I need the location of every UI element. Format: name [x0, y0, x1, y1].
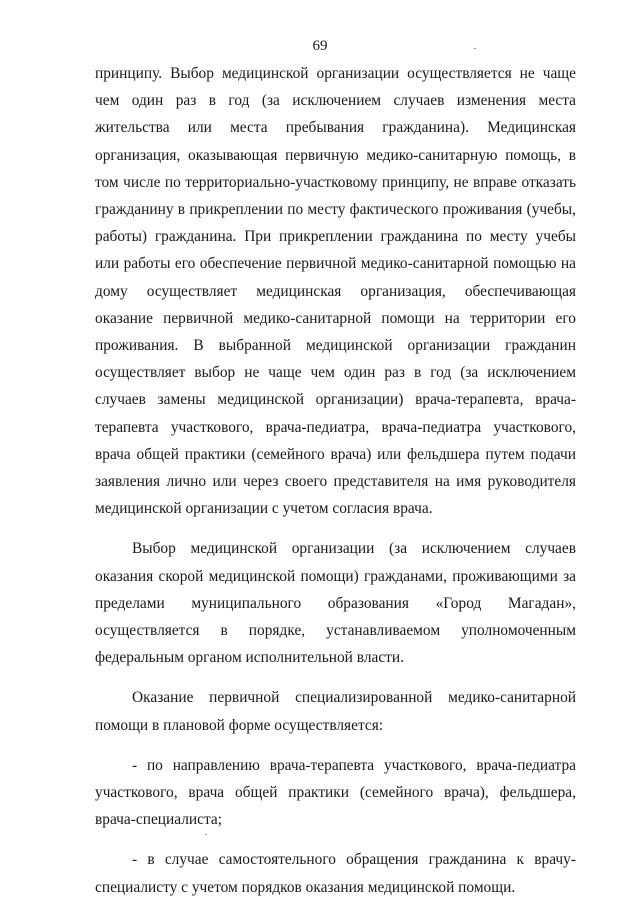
scan-speck [474, 48, 476, 49]
page-number: 69 [312, 38, 328, 54]
scan-speck [205, 834, 207, 835]
list-item-self-referral: - в случае самостоятельного обращения гражданина к врачу-специалисту с учетом порядков оказания медицинской помощи. [95, 851, 576, 896]
paragraph-choice-outside-magadan: Выбор медицинской организации (за исключением случаев оказания скорой медицинской помощи) гражданами, проживающими за пределами муниципального образования «Город Магадан», осуществляется в порядке, устанавливаемом уполномоченным федеральным органом исполнительной власти. [95, 540, 576, 667]
body-text [95, 60, 576, 901]
paragraph-continued: принципу. Выбор медицинской организации осуществляется не чаще чем один раз в год (за исключением случаев изменения места жительства или места пребывания гражданина). Медицинская организация, оказывающая первичную медико-санитарную помощь, в том числе по территориально-участковому принципу, не вправе отказать гражданину в прикреплении по месту фактического проживания (учебы, работы) гражданина. При прикреплении гражданина по месту учебы или работы его обеспечение первичной медико-санитарной помощью на дому осуществляет медицинская организация, обеспечивающая оказание первичной медико-санитарной помощи на территории его проживания. В выбранной медицинской организации гражданин осуществляет выбор не чаще чем один раз в год (за исключением случаев замены медицинской организации) врача-терапевта, врача-терапевта участкового, врача-педиатра, врача-педиатра участкового, врача общей практики (семейного врача) или фельдшера путем подачи заявления лично или через своего представителя на имя руководителя медицинской организации с учетом согласия врача. [95, 65, 576, 518]
paragraph-specialized-care: Оказание первичной специализированной медико-санитарной помощи в плановой форме осуществляется: [95, 689, 576, 734]
list-item-referral: - по направлению врача-терапевта участкового, врача-педиатра участкового, врача общей практики (семейного врача), фельдшера, врача-специалиста; [95, 756, 576, 829]
